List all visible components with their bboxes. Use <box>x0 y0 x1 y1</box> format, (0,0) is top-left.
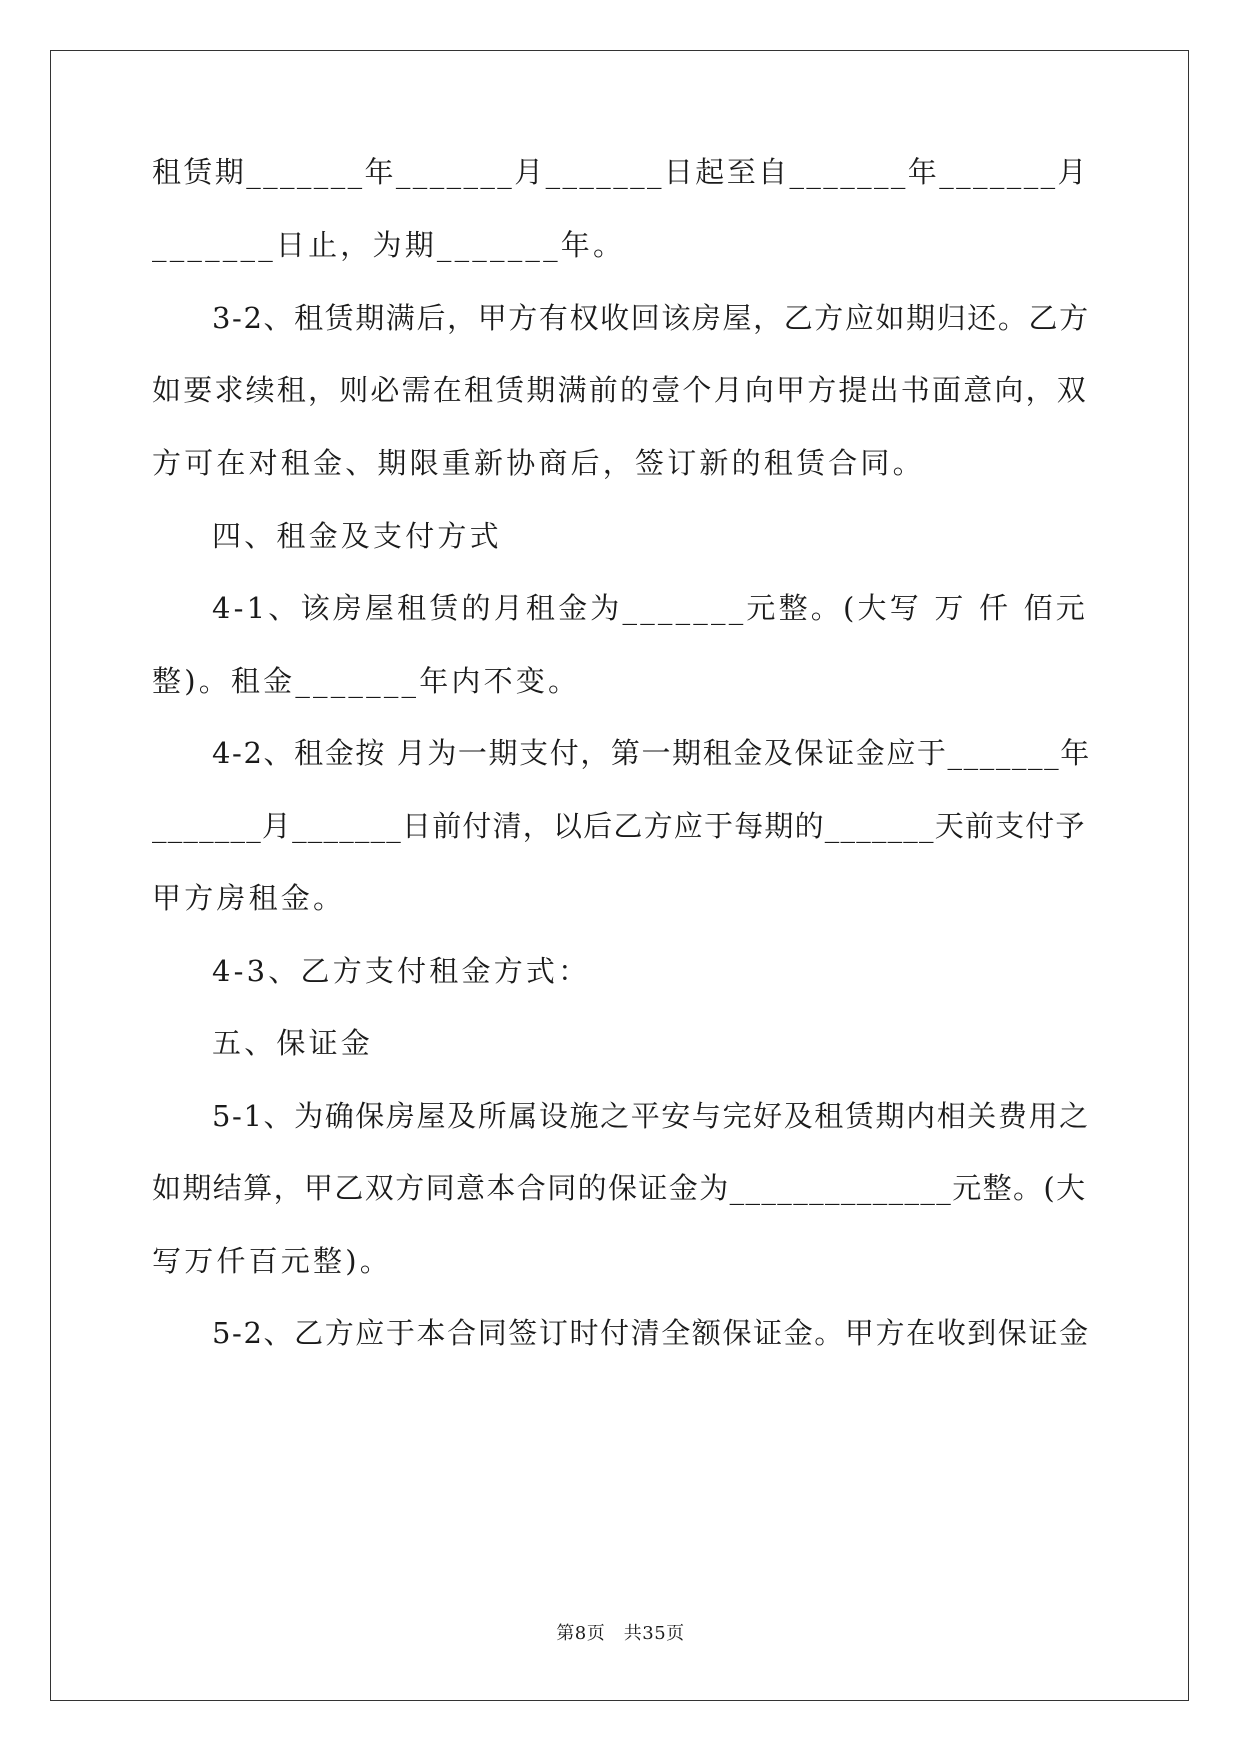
text-line-11: 甲方房租金。 <box>152 881 346 915</box>
text-line-8: 整)。租金_______年内不变。 <box>152 664 581 698</box>
text-line-10: _______月_______日前付清，以后乙方应于每期的_______天前支付予 <box>152 809 1086 843</box>
text-line-2: _______日止，为期_______年。 <box>152 228 626 262</box>
text-line-3: 3-2、租赁期满后，甲方有权收回该房屋，乙方应如期归还。乙方 <box>212 301 1090 335</box>
text-line-16: 写万仟百元整)。 <box>152 1244 392 1278</box>
text-line-15: 如期结算，甲乙双方同意本合同的保证金为______________元整。(大 <box>152 1171 1087 1205</box>
text-line-1: 租赁期_______年_______月_______日起至自_______年_______月 <box>152 155 1089 189</box>
text-line-17: 5-2、乙方应于本合同签订时付清全额保证金。甲方在收到保证金 <box>212 1316 1090 1350</box>
section-heading-4: 四、租金及支付方式 <box>212 519 502 553</box>
text-line-12: 4-3、乙方支付租金方式： <box>212 954 591 988</box>
text-line-7: 4-1、该房屋租赁的月租金为_______元整。(大写 万 仟 佰元 <box>212 591 1088 625</box>
text-line-5: 方可在对租金、期限重新协商后，签订新的租赁合同。 <box>152 446 925 480</box>
text-line-9: 4-2、租金按 月为一期支付，第一期租金及保证金应于_______年 <box>212 736 1091 770</box>
section-heading-5: 五、保证金 <box>212 1026 374 1060</box>
text-line-4: 如要求续租，则必需在租赁期满前的壹个月向甲方提出书面意向，双 <box>152 373 1089 407</box>
page-number-footer: 第8页 共35页 <box>556 1623 685 1644</box>
text-line-14: 5-1、为确保房屋及所属设施之平安与完好及租赁期内相关费用之 <box>212 1099 1090 1133</box>
